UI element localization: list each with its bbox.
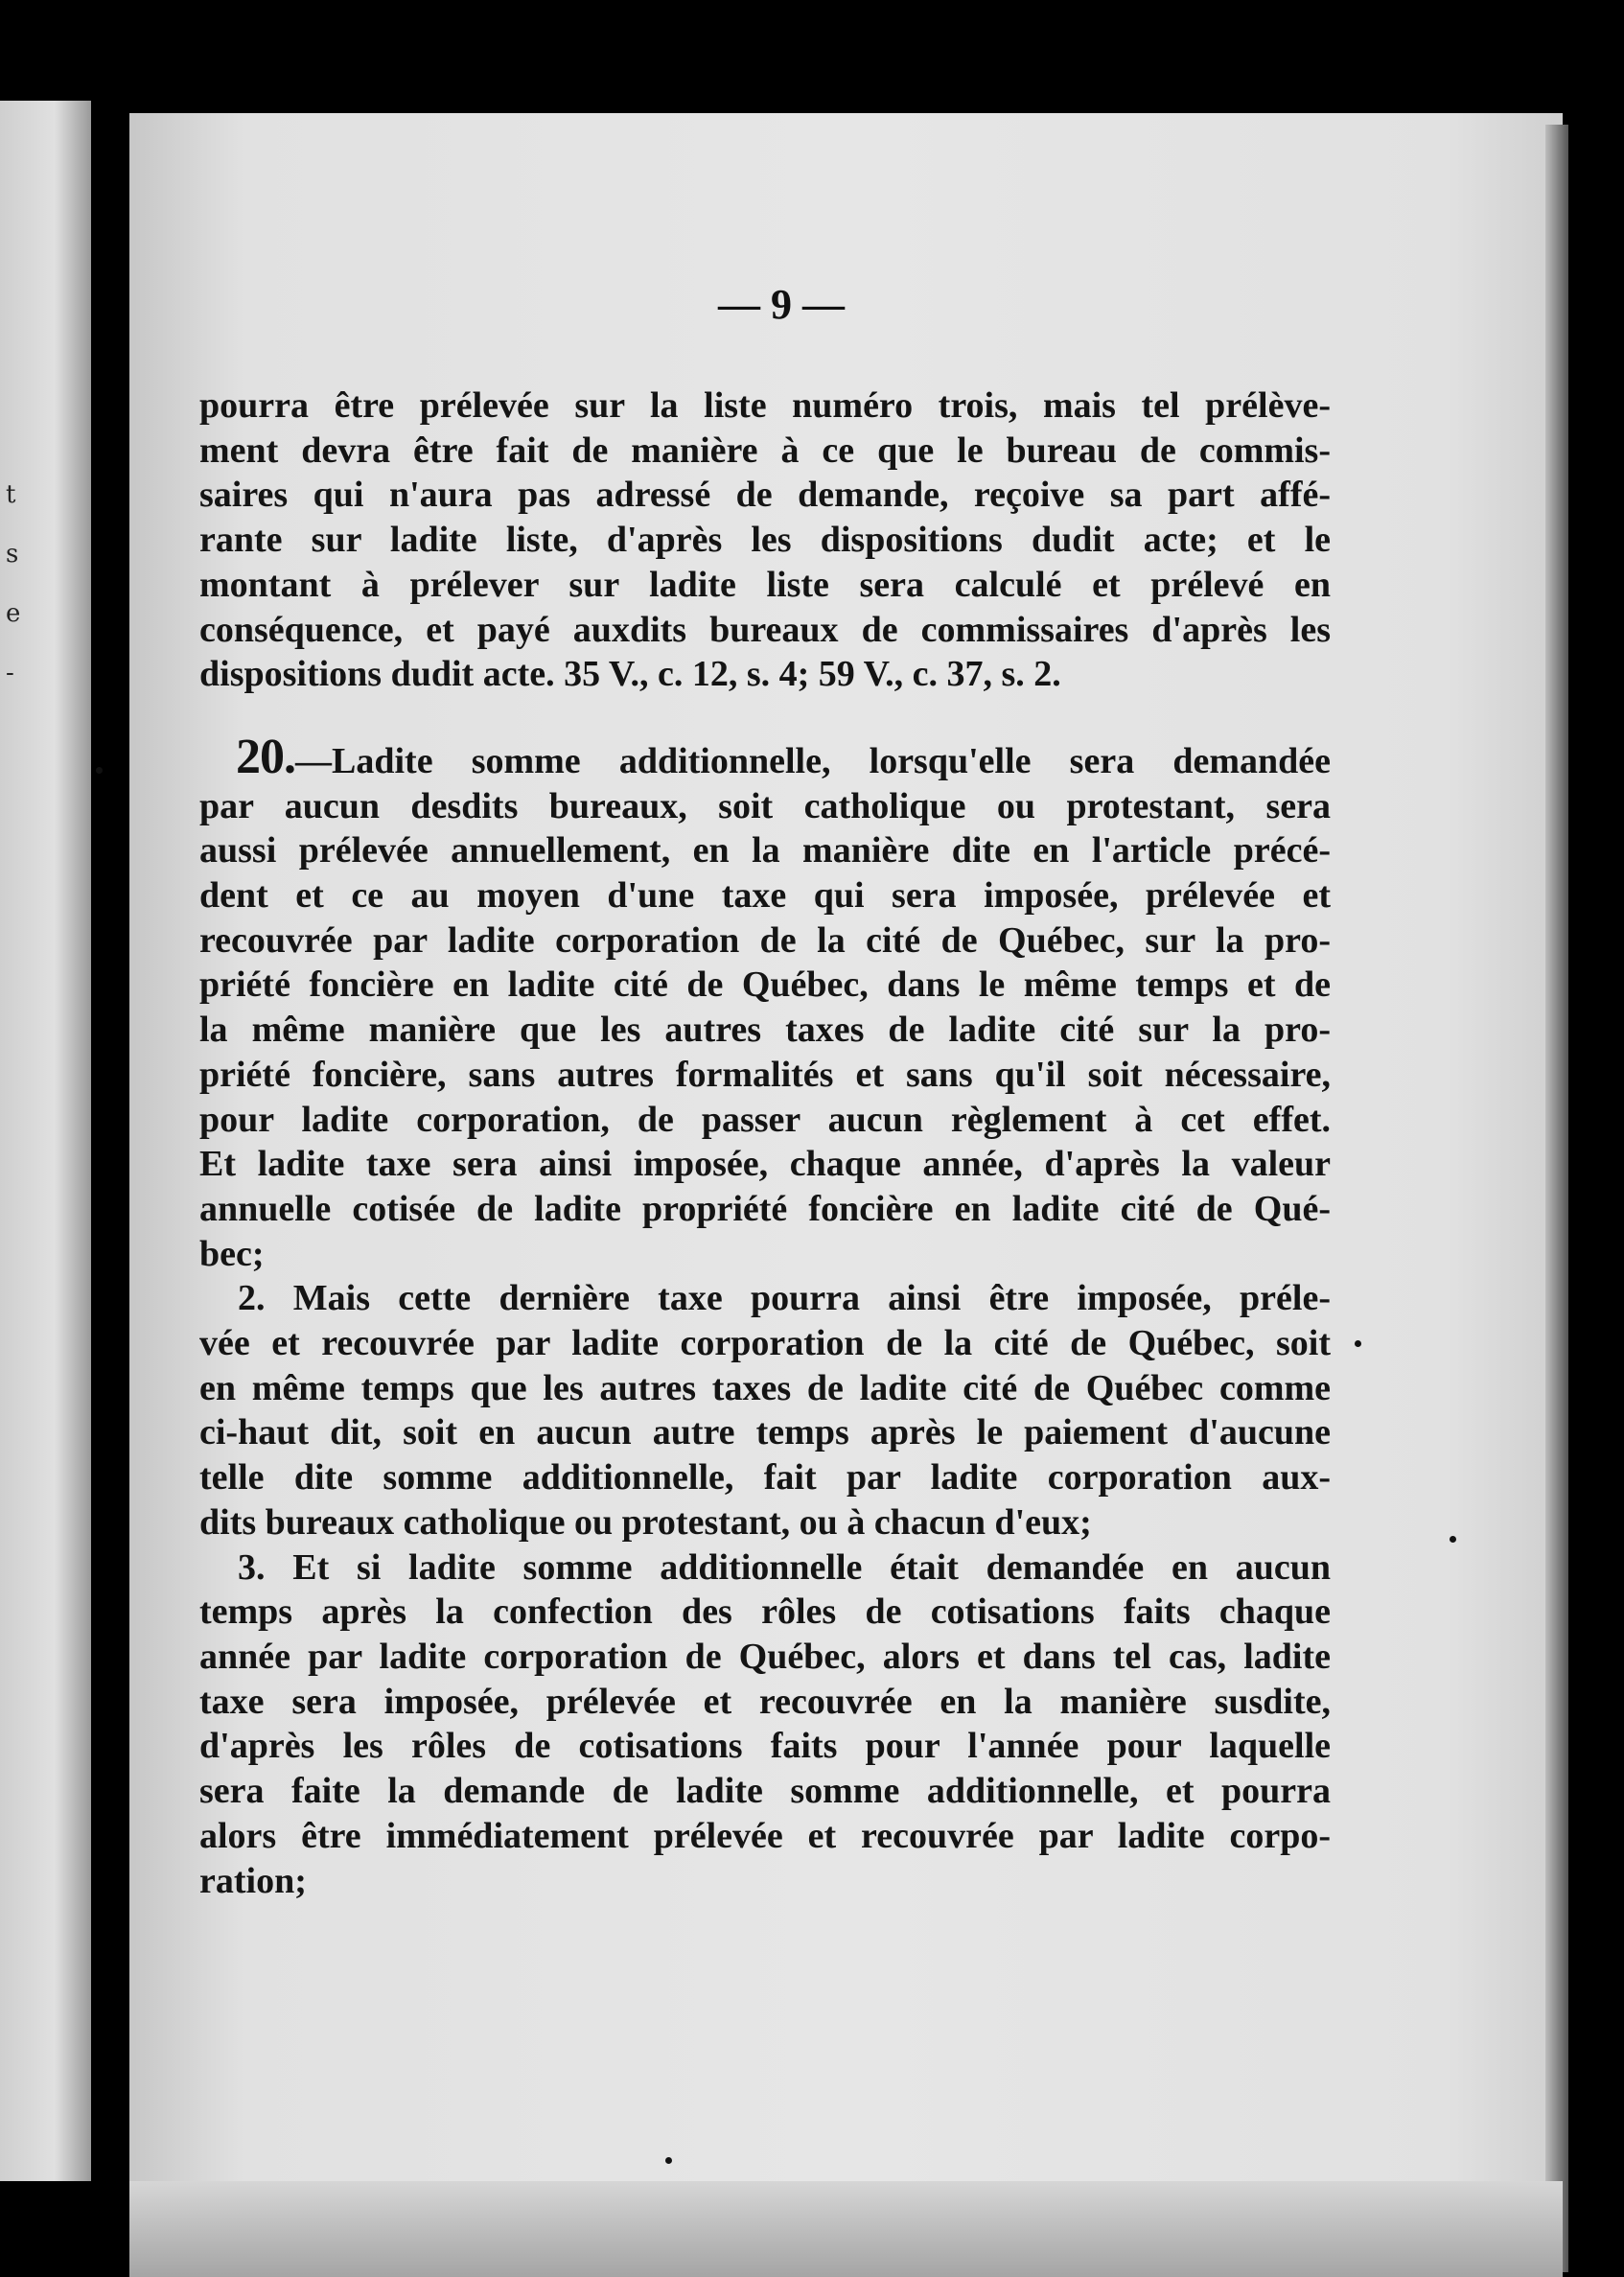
text-line: saires qui n'aura pas adressé de demande, reçoive sa part affé- — [199, 475, 1331, 516]
text-line-rest: —Ladite somme additionnelle, lorsqu'elle sera demandée — [295, 740, 1331, 781]
text-line: pourra être prélevée sur la liste numéro trois, mais tel prélève- — [199, 385, 1331, 426]
text-line: 3. Et si ladite somme additionnelle était demandée en aucun — [238, 1546, 1331, 1588]
page-number: — 9 — — [718, 281, 845, 328]
text-line: aussi prélevée annuellement, en la manière dite en l'article précé- — [199, 830, 1331, 871]
text-line: par aucun desdits bureaux, soit catholique ou protestant, sera — [199, 785, 1331, 826]
page-body — [199, 383, 1331, 1903]
text-line: annuelle cotisée de ladite propriété foncière en ladite cité de Qué- — [199, 1188, 1331, 1229]
fragment-char: s — [6, 540, 19, 569]
text-line: dent et ce au moyen d'une taxe qui sera imposée, prélevée et — [199, 875, 1331, 917]
text-line: bec; — [199, 1233, 265, 1274]
fragment-char: t — [6, 480, 16, 509]
text-line: dits bureaux catholique ou protestant, ou à chacun d'eux; — [199, 1501, 1092, 1543]
text-line: priété foncière en ladite cité de Québec, dans le même temps et de — [199, 964, 1331, 1006]
article-number: 20. — [236, 729, 295, 784]
text-line: ci-haut dit, soit en aucun autre temps après le paiement d'aucune — [199, 1412, 1331, 1453]
text-line: en même temps que les autres taxes de ladite cité de Québec comme — [199, 1367, 1331, 1408]
page-bottom-shadow — [129, 2181, 1563, 2277]
text-line: telle dite somme additionnelle, fait par ladite corporation aux- — [199, 1457, 1331, 1499]
text-line: Et ladite taxe sera ainsi imposée, chaque année, d'après la valeur — [199, 1144, 1331, 1185]
text-line: année par ladite corporation de Québec, alors et dans tel cas, ladite — [199, 1636, 1331, 1677]
text-line: dispositions dudit acte. 35 V., c. 12, s. 4; 59 V., c. 37, s. 2. — [199, 654, 1061, 695]
text-line: conséquence, et payé auxdits bureaux de commissaires d'après les — [199, 609, 1331, 650]
text-line: alors être immédiatement prélevée et recouvrée par ladite corpo- — [199, 1815, 1331, 1856]
paragraph-continuation — [199, 383, 1331, 697]
text-line: pour ladite corporation, de passer aucun règlement à cet effet. — [199, 1099, 1331, 1140]
text-line: ration; — [199, 1860, 307, 1901]
text-line: priété foncière, sans autres formalités et sans qu'il soit nécessaire, — [199, 1054, 1331, 1095]
text-line: recouvrée par ladite corporation de la cité de Québec, sur la pro- — [199, 919, 1331, 961]
text-line: temps après la confection des rôles de cotisations faits chaque — [199, 1592, 1331, 1633]
text-line: ment devra être fait de manière à ce que le bureau de commis- — [199, 430, 1331, 471]
text-line: rante sur ladite liste, d'après les dispositions dudit acte; et le — [199, 520, 1331, 561]
adjacent-page-edge — [0, 101, 91, 2181]
subsection-3 — [199, 1545, 1331, 1904]
text-line: la même manière que les autres taxes de ladite cité sur la pro- — [199, 1010, 1331, 1051]
scan-speck — [1450, 1536, 1456, 1543]
text-line: 2. Mais cette dernière taxe pourra ainsi être imposée, préle- — [238, 1278, 1331, 1319]
scan-speck — [96, 767, 103, 774]
fragment-char: - — [6, 659, 14, 687]
article-20 — [199, 729, 1331, 1276]
scan-speck — [665, 2157, 672, 2164]
adjacent-page-fragment — [6, 465, 21, 703]
text-line — [199, 729, 1331, 784]
text-line: vée et recouvrée par ladite corporation de la cité de Québec, soit — [199, 1323, 1331, 1364]
text-line: taxe sera imposée, prélevée et recouvrée en la manière susdite, — [199, 1681, 1331, 1722]
text-line: d'après les rôles de cotisations faits pour l'année pour laquelle — [199, 1726, 1331, 1767]
page-right-edge — [1545, 125, 1568, 2272]
subsection-2 — [199, 1276, 1331, 1545]
text-line: sera faite la demande de ladite somme additionnelle, et pourra — [199, 1771, 1331, 1812]
fragment-char: e — [6, 599, 21, 628]
text-line: montant à prélever sur ladite liste sera calculé et prélevé en — [199, 564, 1331, 605]
scan-speck — [1355, 1340, 1361, 1347]
